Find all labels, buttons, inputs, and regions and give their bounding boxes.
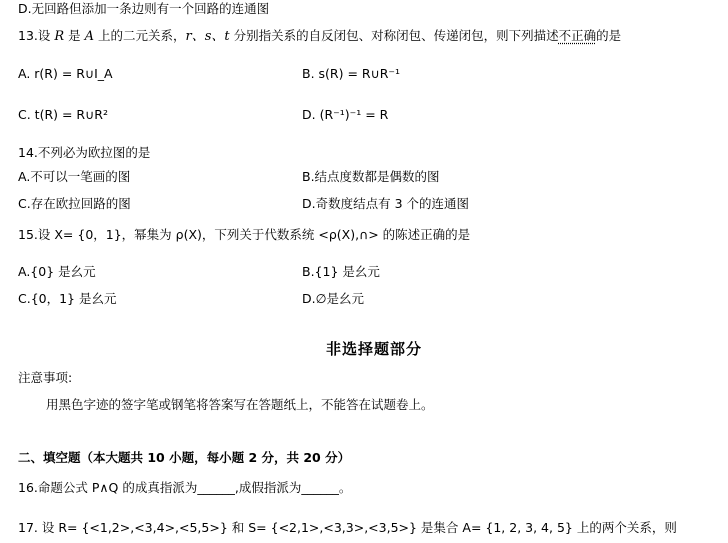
q14-option-a: A.不可以一笔画的图 <box>18 169 131 184</box>
q13-stem-suffix: 的是 <box>596 28 622 43</box>
q14-option-c: C.存在欧拉回路的图 <box>18 196 131 211</box>
q15-option-c: C.{0，1} 是幺元 <box>18 291 117 306</box>
section-title: 非选择题部分 <box>326 340 423 358</box>
q13-stem-mid2: 上的二元关系， <box>94 28 186 43</box>
q13-option-c: C. t(R) = R∪R² <box>18 107 108 122</box>
notice-title: 注意事项: <box>18 370 73 385</box>
notice-text: 用黑色字迹的签字笔或钢笔将答案写在答题纸上，不能答在试题卷上。 <box>46 397 434 412</box>
q13-option-b: B. s(R) = R∪R⁻¹ <box>302 66 401 81</box>
q13-stem-mid3: 分别指关系的自反闭包、对称闭包、传递闭包，则下列描述 <box>229 28 559 43</box>
var-R: R <box>54 29 65 44</box>
q17-stem: 17. 设 R= {<1,2>,<3,4>,<5,5>} 和 S= {<2,1>,<3,3>,<3,5>} 是集合 A= {1, 2, 3, 4, 5} 上的两个关系，则 <box>18 520 677 535</box>
var-A: A <box>84 29 94 44</box>
var-rst: r、s、t <box>185 29 230 44</box>
q13-option-d: D. (R⁻¹)⁻¹ = R <box>302 107 389 122</box>
q15-option-d: D.∅是幺元 <box>302 291 364 306</box>
q13-option-a: A. r(R) = R∪I_A <box>18 66 113 81</box>
q15-option-b: B.{1} 是幺元 <box>302 264 380 279</box>
q14-option-d: D.奇数度结点有 3 个的连通图 <box>302 196 469 211</box>
part2-title: 二、填空题（本大题共 10 小题，每小题 2 分，共 20 分） <box>18 450 351 465</box>
q16-stem: 16.命题公式 P∧Q 的成真指派为______,成假指派为______。 <box>18 480 352 495</box>
q14-option-b: B.结点度数都是偶数的图 <box>302 169 440 184</box>
q15-stem: 15.设 X= {0，1}，幂集为 ρ(X)，下列关于代数系统 <ρ(X),∩> 的陈述正确的是 <box>18 227 471 242</box>
q13-stem-prefix: 13.设 <box>18 28 55 43</box>
q15-option-a: A.{0} 是幺元 <box>18 264 96 279</box>
q13-stem <box>18 27 621 46</box>
q13-stem-mid1: 是 <box>64 28 85 43</box>
q13-emphasis: 不正确 <box>558 28 597 43</box>
q12-option-d: D.无回路但添加一条边则有一个回路的连通图 <box>18 1 270 16</box>
q14-stem: 14.不列必为欧拉图的是 <box>18 145 151 160</box>
